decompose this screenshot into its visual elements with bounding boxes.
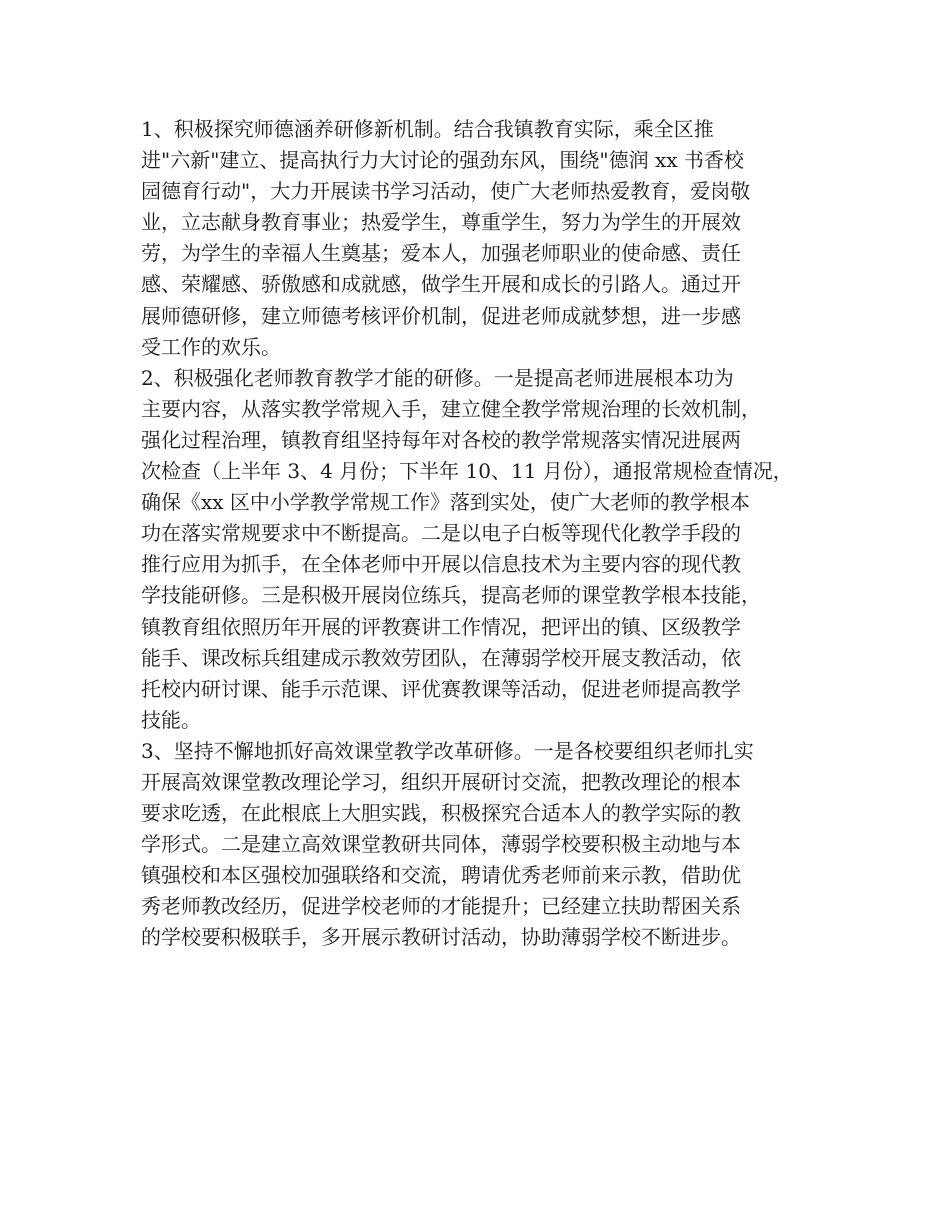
text-line: 强化过程治理，镇教育组坚持每年对各校的教学常规落实情况进展两 bbox=[141, 427, 741, 452]
text-line: 3、坚持不懈地抓好高效课堂教学改革研修。一是各校要组织老师扎实 bbox=[141, 738, 754, 763]
text-line: 学形式。二是建立高效课堂教研共同体，薄弱学校要积极主动地与本 bbox=[141, 832, 741, 857]
text-line: 次检查（上半年 3、4 月份；下半年 10、11 月份），通报常规检查情况， bbox=[141, 459, 793, 484]
text-line: 确保《xx 区中小学教学常规工作》落到实处，使广大老师的教学根本 bbox=[141, 490, 750, 515]
text-line: 秀老师教改经历，促进学校老师的才能提升；已经建立扶助帮困关系 bbox=[141, 894, 741, 919]
text-line: 能手、课改标兵组建成示教效劳团队，在薄弱学校开展支教活动，依 bbox=[141, 645, 741, 670]
text-line: 镇教育组依照历年开展的评教赛讲工作情况，把评出的镇、区级教学 bbox=[141, 614, 741, 639]
text-line: 推行应用为抓手，在全体老师中开展以信息技术为主要内容的现代教 bbox=[141, 552, 741, 577]
text-line: 的学校要积极联手，多开展示教研讨活动，协助薄弱学校不断进步。 bbox=[141, 925, 741, 950]
text-line: 要求吃透，在此根底上大胆实践，积极探究合适本人的教学实际的教 bbox=[141, 801, 741, 826]
text-line: 学技能研修。三是积极开展岗位练兵，提高老师的课堂教学根本技能， bbox=[141, 583, 761, 608]
text-line: 展师德研修，建立师德考核评价机制，促进老师成就梦想，进一步感 bbox=[141, 303, 741, 328]
document-body bbox=[141, 114, 831, 954]
text-line: 业，立志献身教育事业；热爱学生，尊重学生，努力为学生的开展效 bbox=[141, 210, 741, 235]
text-line: 劳，为学生的幸福人生奠基；爱本人，加强老师职业的使命感、责任 bbox=[141, 241, 741, 266]
text-line: 技能。 bbox=[141, 707, 201, 732]
text-line: 镇强校和本区强校加强联络和交流，聘请优秀老师前来示教，借助优 bbox=[141, 863, 741, 888]
text-line: 1、积极探究师德涵养研修新机制。结合我镇教育实际，乘全区推 bbox=[141, 117, 714, 141]
text-line: 2、积极强化老师教育教学才能的研修。一是提高老师进展根本功为 bbox=[141, 365, 734, 390]
text-line: 园德育行动"，大力开展读书学习活动，使广大老师热爱教育，爱岗敬 bbox=[141, 179, 751, 204]
text-line: 开展高效课堂教改理论学习，组织开展研讨交流，把教改理论的根本 bbox=[141, 769, 741, 794]
text-line: 受工作的欢乐。 bbox=[141, 334, 281, 359]
text-line: 感、荣耀感、骄傲感和成就感，做学生开展和成长的引路人。通过开 bbox=[141, 272, 741, 297]
text-line: 主要内容，从落实教学常规入手，建立健全教学常规治理的长效机制， bbox=[141, 396, 761, 421]
text-line: 功在落实常规要求中不断提高。二是以电子白板等现代化教学手段的 bbox=[141, 521, 741, 546]
text-line: 进"六新"建立、提高执行力大讨论的强劲东风，围绕"德润 xx 书香校 bbox=[141, 148, 744, 173]
text-line: 托校内研讨课、能手示范课、评优赛教课等活动，促进老师提高教学 bbox=[141, 676, 741, 701]
